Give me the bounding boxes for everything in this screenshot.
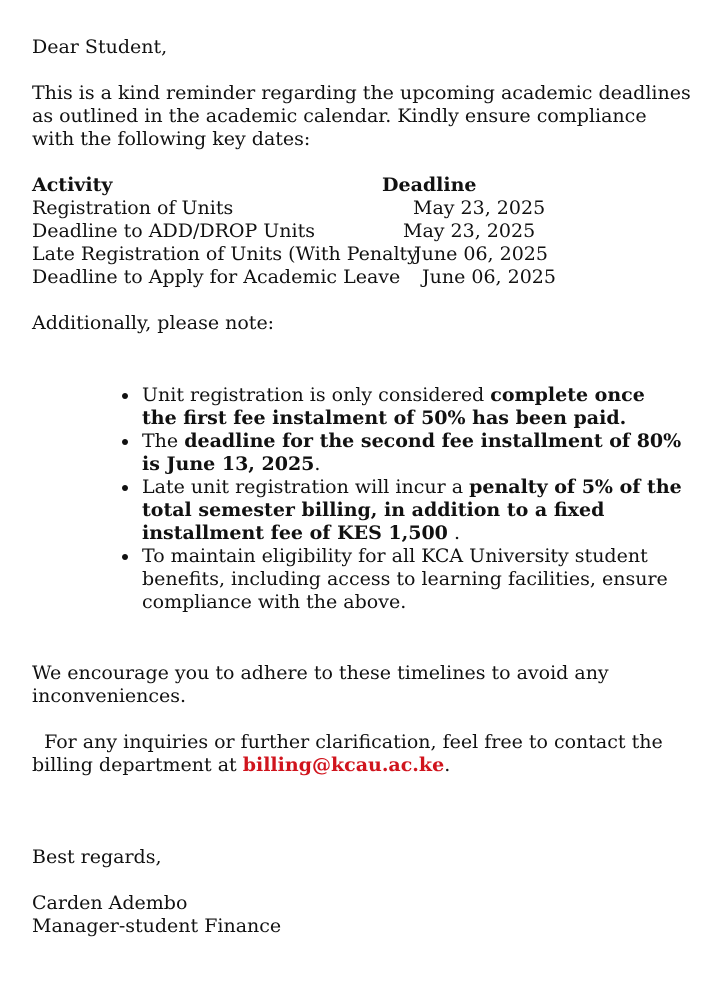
table-row-deadline: May 23, 2025 — [413, 197, 546, 219]
table-row-activity: Registration of Units — [32, 197, 234, 219]
contact-paragraph: For any inquiries or further clarification, feel free to contact the billing department at billing@kcau.ac.ke. — [32, 731, 669, 776]
list-item: Unit registration is only considered complete once the first fee instalment of 50% has been paid. — [142, 384, 682, 430]
encourage-paragraph: We encourage you to adhere to these timelines to avoid any inconveniences. — [32, 662, 609, 707]
table-row-activity: Late Registration of Units (With Penalty — [32, 243, 418, 265]
billing-email-link[interactable]: billing@kcau.ac.ke — [242, 754, 445, 776]
list-item: To maintain eligibility for all KCA University student benefits, including access to learning facilities, ensure compliance with the above. — [142, 545, 682, 614]
table-header-activity: Activity — [32, 174, 113, 196]
intro-paragraph: This is a kind reminder regarding the upcoming academic deadlines as outlined in the academic calendar. Kindly ensure compliance with the following key dates: — [32, 82, 691, 150]
greeting: Dear Student, — [32, 36, 168, 58]
bullet-icon — [122, 485, 128, 491]
list-item: Late unit registration will incur a penalty of 5% of the total semester billing, in addition to a fixed installment fee of KES 1,500 . — [142, 476, 682, 545]
table-row-activity: Deadline to ADD/DROP Units — [32, 220, 315, 242]
bullet-icon — [122, 393, 128, 399]
bullet-icon — [122, 439, 128, 445]
table-row-deadline: June 06, 2025 — [422, 266, 556, 288]
closing: Best regards, — [32, 846, 162, 868]
table-header-deadline: Deadline — [382, 174, 477, 196]
note-heading: Additionally, please note: — [32, 312, 275, 334]
signer-title: Manager-student Finance — [32, 915, 282, 937]
table-row-deadline: May 23, 2025 — [403, 220, 536, 242]
notes-list — [142, 384, 682, 614]
signer-name: Carden Adembo — [32, 892, 188, 914]
list-item: The deadline for the second fee installment of 80% is June 13, 2025. — [142, 430, 682, 476]
bullet-icon — [122, 554, 128, 560]
table-row-activity: Deadline to Apply for Academic Leave — [32, 266, 401, 288]
table-row-deadline: June 06, 2025 — [414, 243, 548, 265]
